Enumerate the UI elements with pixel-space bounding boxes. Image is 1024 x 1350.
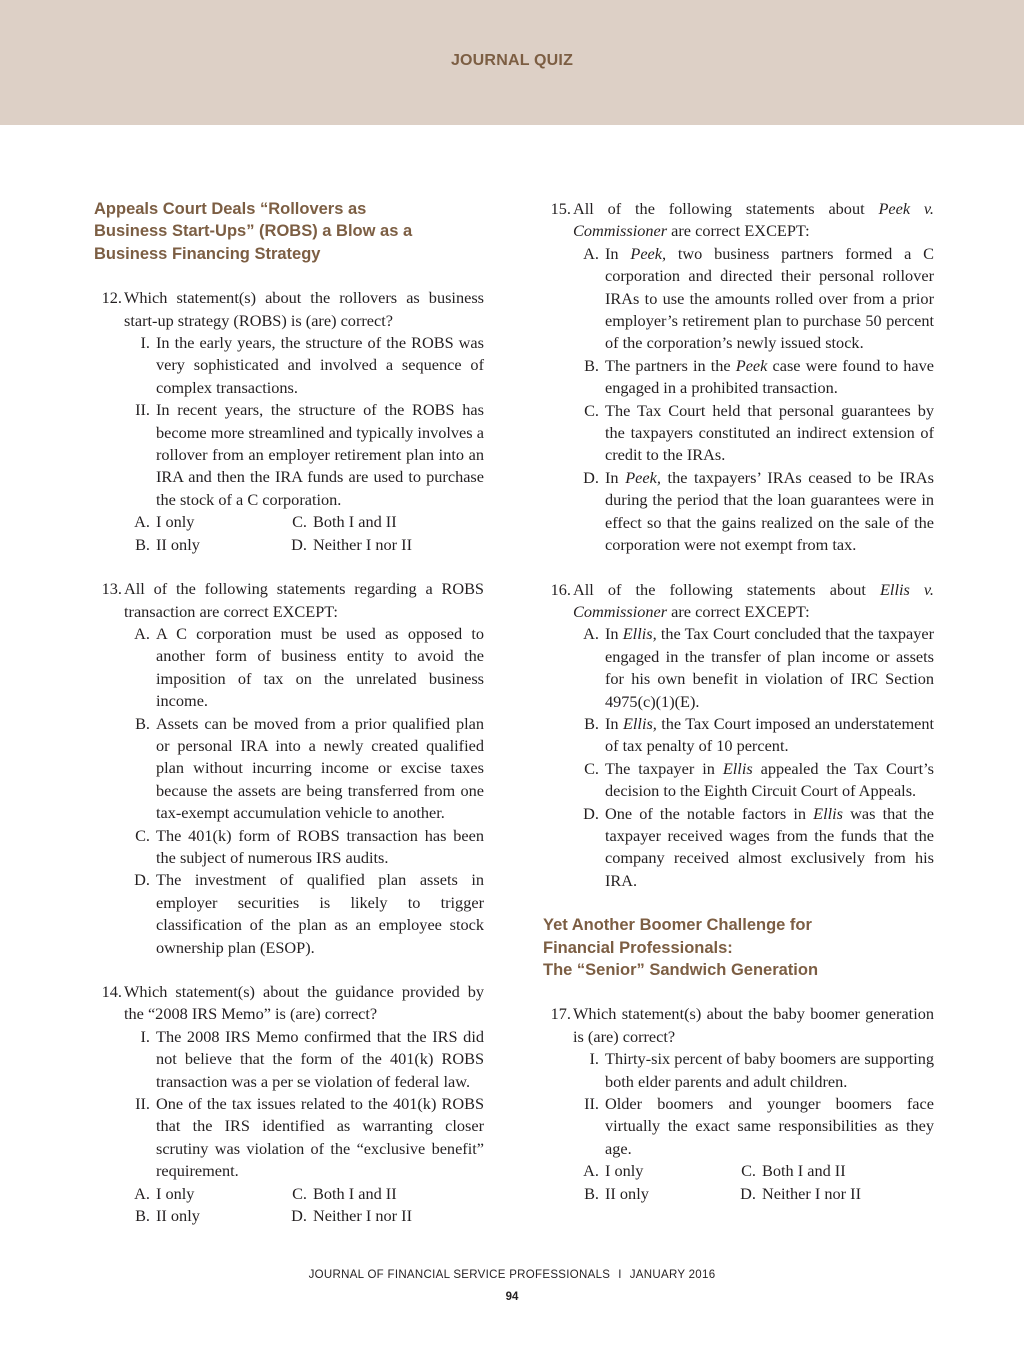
choice-label: B. [135, 1206, 150, 1226]
choice-label: A. [134, 1183, 150, 1203]
answer-choice [730, 1183, 934, 1205]
statement-text: The 2008 IRS Memo confirmed that the IRS did not believe that the form of the 401(k) ROBS transaction was a per se violation of federal law. [156, 1026, 484, 1091]
case-name: Peek [735, 355, 768, 375]
statement-text: One of the tax issues related to the 401(k) ROBS that the IRS identified as warranting closer scrutiny was violation of the “exclusive benefit” requirement. [156, 1094, 484, 1181]
question-text: All of the following statements regarding a ROBS transaction are correct EXCEPT: [124, 579, 484, 621]
choice-label: C. [292, 1183, 307, 1203]
choice-text: Neither I nor II [313, 1206, 412, 1226]
answer-option [573, 400, 934, 467]
case-name: Peek, [630, 243, 667, 263]
answer-choice [124, 511, 281, 533]
page-number: 94 [505, 1291, 519, 1303]
option-label: B. [584, 713, 599, 733]
answer-option [573, 623, 934, 713]
answer-choice [281, 1183, 484, 1205]
footer-separator: I [618, 1269, 622, 1281]
issue-date: JANUARY 2016 [629, 1269, 716, 1281]
answer-option [573, 243, 934, 355]
case-name: Ellis, [622, 713, 657, 733]
choice-text: I only [605, 1161, 644, 1181]
heading-line: Yet Another Boomer Challenge for [543, 916, 812, 935]
choice-label: A. [583, 1161, 599, 1181]
option-text: case were found to have engaged in a prohibited transaction. [605, 355, 934, 398]
answer-option [573, 467, 934, 557]
answer-option [124, 825, 484, 870]
case-name: Ellis, [622, 624, 657, 644]
question-text: Which statement(s) about the rollovers as business start-up strategy (ROBS) is (are) correct? [124, 288, 484, 330]
answer-option [124, 623, 484, 713]
question-text: Which statement(s) about the baby boomer generation is (are) correct? [573, 1004, 934, 1046]
choice-text: Both I and II [762, 1161, 846, 1181]
journal-name: JOURNAL OF FINANCIAL SERVICE PROFESSIONALS [308, 1269, 611, 1281]
choice-text: II only [156, 1206, 200, 1226]
choice-label: D. [291, 1206, 307, 1226]
choice-text: Neither I nor II [762, 1183, 861, 1203]
question-15 [543, 198, 934, 557]
answer-choices [573, 1160, 934, 1205]
answer-option [573, 803, 934, 893]
statement-item [124, 332, 484, 399]
section-heading-robs [94, 198, 484, 265]
statement-label: I. [140, 333, 150, 353]
statement-label: II. [584, 1094, 599, 1114]
statement-item [573, 1093, 934, 1160]
option-text: was that the taxpayer received wages from the funds that the company received almost exclusively from his IRA. [605, 803, 934, 890]
answer-choice [124, 534, 281, 556]
case-name: Peek v. Commissioner [573, 199, 934, 241]
question-text-part: are correct EXCEPT: [667, 601, 810, 621]
option-label: D. [134, 870, 150, 890]
option-label: C. [584, 400, 599, 420]
option-text: the Tax Court concluded that the taxpayer engaged in the transfer of plan income or assets for his own benefit in violation of IRC Section 4975(c)(1)(E). [605, 624, 934, 711]
statement-text: Thirty-six percent of baby boomers are supporting both elder parents and adult children. [605, 1049, 934, 1091]
question-text-part: All of the following statements about [573, 579, 880, 599]
answer-choice [124, 1205, 281, 1227]
heading-line: Financial Professionals: [543, 938, 733, 957]
statement-text: Older boomers and younger boomers face virtually the exact same responsibilities as they age. [605, 1094, 934, 1158]
option-label: C. [584, 758, 599, 778]
heading-line: The “Senior” Sandwich Generation [543, 961, 819, 979]
question-13 [94, 578, 484, 959]
choice-label: D. [740, 1183, 756, 1203]
answer-option [573, 355, 934, 400]
choice-text: Neither I nor II [313, 534, 412, 554]
choice-label: C. [292, 512, 307, 532]
question-number: 16. [550, 579, 571, 599]
option-text: two business partners formed a C corporation and directed their personal rollover IRAs to use the amounts rolled over from a prior employer’s retirement plan to purchase 50 percent of the corporation’s newly issued stock. [605, 243, 935, 353]
option-text: Assets can be moved from a prior qualified plan or personal IRA into a newly created qualified plan without incurring income or excise taxes because the assets are being transferred from one tax-exempt accumulation vehicle to another. [156, 713, 484, 823]
question-14 [94, 981, 484, 1227]
option-label: D. [583, 803, 599, 823]
choice-label: D. [291, 534, 307, 554]
choice-text: I only [156, 512, 195, 532]
answer-choice [281, 534, 484, 556]
section-heading-boomer [543, 914, 934, 981]
question-number: 17. [550, 1004, 571, 1024]
question-text-part: All of the following statements about [573, 199, 879, 218]
heading-line: Appeals Court Deals “Rollovers as [94, 200, 367, 218]
option-label: A. [583, 243, 599, 263]
question-text-part: are correct EXCEPT: [667, 221, 810, 241]
option-text: appealed the Tax Court’s decision to the Eighth Circuit Court of Appeals. [605, 758, 934, 801]
option-text: The partners in the [605, 355, 736, 375]
choice-label: C. [741, 1161, 756, 1181]
option-text: the taxpayers’ IRAs ceased to be IRAs during the period that the loan guarantees were in effect so that the gains realized on the sale of the corporation were not exempt from tax. [605, 467, 934, 555]
answer-choice [281, 511, 484, 533]
option-label: C. [135, 825, 150, 845]
option-text: The investment of qualified plan assets in employer securities is likely to trigger classification of the plan as an employee stock ownership plan (ESOP). [156, 870, 484, 957]
case-name: Ellis [722, 758, 753, 778]
choice-text: I only [156, 1183, 195, 1203]
option-text: In [605, 243, 631, 263]
question-number: 15. [550, 199, 571, 218]
option-label: D. [583, 467, 599, 487]
option-label: A. [134, 623, 150, 643]
statement-text: In the early years, the structure of the ROBS was very sophisticated and involved a sequence of complex transactions. [156, 333, 484, 397]
heading-line: Business Start-Ups” (ROBS) a Blow as a [94, 222, 413, 241]
option-text: In [605, 624, 623, 644]
header-banner [0, 0, 1024, 125]
case-name: Ellis v. Commissioner [573, 579, 935, 621]
heading-line: Business Financing Strategy [94, 244, 321, 263]
statement-label: II. [135, 400, 150, 420]
option-label: B. [584, 355, 599, 375]
answer-choices [124, 511, 484, 556]
option-text: the Tax Court imposed an understatement of tax penalty of 10 percent. [605, 713, 935, 756]
statement-label: II. [135, 1094, 150, 1114]
question-number: 14. [101, 982, 122, 1001]
answer-option [124, 713, 484, 825]
question-17 [543, 1003, 934, 1205]
statement-label: I. [140, 1026, 150, 1046]
answer-choices [124, 1183, 484, 1228]
answer-choice [573, 1183, 730, 1205]
answer-choice [281, 1205, 484, 1227]
option-text: A C corporation must be used as opposed to another form of business entity to avoid the imposition of tax on the unrelated business income. [156, 623, 484, 711]
choice-text: Both I and II [313, 1183, 397, 1203]
option-text: The 401(k) form of ROBS transaction has been the subject of numerous IRS audits. [156, 825, 484, 867]
choice-label: B. [584, 1183, 599, 1203]
section-title: JOURNAL QUIZ [450, 52, 574, 69]
question-text [573, 198, 934, 243]
answer-choice [124, 1183, 281, 1205]
statement-item [124, 1026, 484, 1093]
left-column [94, 198, 484, 1227]
answer-choice [573, 1160, 730, 1182]
option-label: A. [583, 624, 599, 644]
question-16 [543, 579, 934, 893]
question-text: Which statement(s) about the guidance provided by the “2008 IRS Memo” is (are) correct? [124, 982, 484, 1024]
statement-item [124, 1093, 484, 1183]
answer-option [124, 869, 484, 959]
choice-text: II only [605, 1183, 649, 1203]
statement-item [124, 399, 484, 511]
statement-text: In recent years, the structure of the ROBS has become more streamlined and typically involves a rollover from an employer retirement plan into an IRA and then the IRA funds are used to purchase the stock of a C corporation. [156, 400, 484, 509]
option-label: B. [135, 713, 150, 733]
choice-text: Both I and II [313, 512, 397, 532]
statement-label: I. [589, 1049, 599, 1069]
question-text [573, 579, 934, 624]
statement-item [573, 1048, 934, 1093]
right-column [543, 198, 934, 1205]
page-footer [0, 1269, 1024, 1281]
answer-option [573, 713, 934, 758]
answer-choice [730, 1160, 934, 1182]
option-text: The Tax Court held that personal guarantees by the taxpayers constituted an indirect extension of credit to the IRAs. [605, 400, 934, 465]
choice-text: II only [156, 534, 200, 554]
choice-label: A. [134, 512, 150, 532]
option-text: In [605, 713, 623, 733]
answer-option [573, 758, 934, 803]
question-12 [94, 287, 484, 556]
option-text: In [605, 467, 626, 487]
choice-label: B. [135, 534, 150, 554]
question-number: 13. [101, 579, 122, 599]
case-name: Ellis [813, 803, 844, 823]
option-text: The taxpayer in [605, 758, 723, 778]
question-number: 12. [101, 288, 122, 308]
case-name: Peek, [625, 467, 661, 487]
option-text: One of the notable factors in [605, 803, 814, 823]
